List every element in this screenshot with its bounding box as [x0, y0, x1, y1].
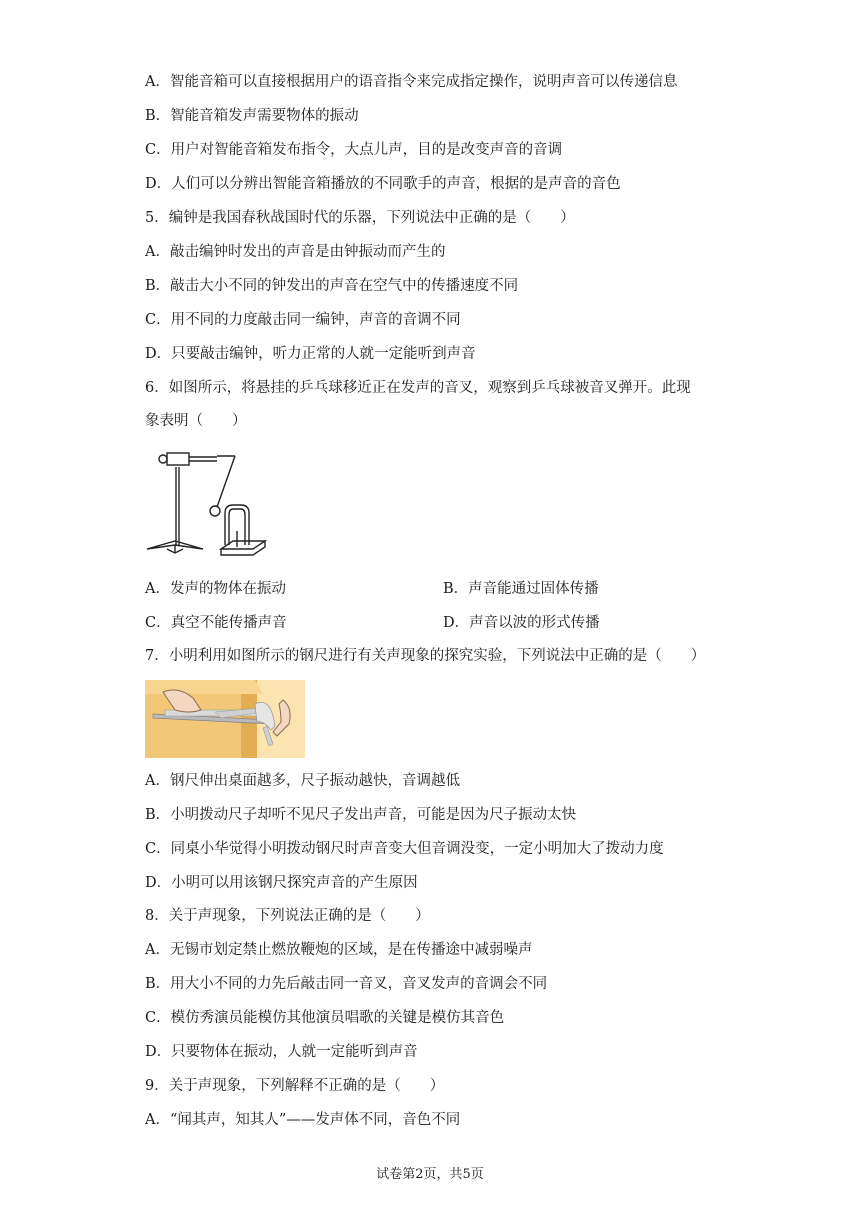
- q6-option-a: A．发声的物体在振动: [145, 581, 286, 597]
- q7-option-c: C．同桌小华觉得小明拨动钢尺时声音变大但音调没变，一定小明加大了拨动力度: [145, 841, 664, 857]
- q9-option-a: A．“闻其声，知其人”——发声体不同，音色不同: [145, 1112, 461, 1128]
- q8-option-c: C．模仿秀演员能模仿其他演员唱歌的关键是模仿其音色: [145, 1010, 505, 1026]
- q6-stem-line1: 6．如图所示，将悬挂的乒乓球移近正在发声的音叉，观察到乒乓球被音叉弹开。此现: [145, 380, 691, 396]
- steel-ruler-figure: [145, 680, 305, 758]
- q7-option-a: A．钢尺伸出桌面越多，尺子振动越快，音调越低: [145, 773, 460, 789]
- q6-option-c: C．真空不能传播声音: [145, 615, 287, 631]
- q4-option-b: B．智能音箱发声需要物体的振动: [145, 108, 359, 124]
- q4-option-d: D．人们可以分辨出智能音箱播放的不同歌手的声音，根据的是声音的音色: [145, 176, 621, 192]
- q5-option-a: A．敲击编钟时发出的声音是由钟振动而产生的: [145, 244, 446, 260]
- q5-option-b: B．敲击大小不同的钟发出的声音在空气中的传播速度不同: [145, 278, 519, 294]
- page-footer: 试卷第2页，共5页: [376, 1167, 484, 1182]
- q6-option-d: D．声音以波的形式传播: [443, 615, 600, 631]
- q4-option-a: A．智能音箱可以直接根据用户的语音指令来完成指定操作，说明声音可以传递信息: [145, 74, 678, 90]
- q4-option-c: C．用户对智能音箱发布指令，大点儿声，目的是改变声音的音调: [145, 142, 563, 158]
- q8-option-a: A．无锡市划定禁止燃放鞭炮的区域，是在传播途中减弱噪声: [145, 942, 533, 958]
- q6-option-b: B．声音能通过固体传播: [443, 581, 599, 597]
- q7-stem: 7．小明利用如图所示的钢尺进行有关声现象的探究实验，下列说法中正确的是（ ）: [145, 648, 706, 664]
- q5-stem: 5．编钟是我国春秋战国时代的乐器，下列说法中正确的是（ ）: [145, 210, 575, 226]
- tuning-fork-figure: [145, 445, 270, 560]
- q8-option-d: D．只要物体在振动，人就一定能听到声音: [145, 1044, 418, 1060]
- q8-stem: 8．关于声现象，下列说法正确的是（ ）: [145, 908, 430, 924]
- q5-option-d: D．只要敲击编钟，听力正常的人就一定能听到声音: [145, 346, 476, 362]
- q9-stem: 9．关于声现象，下列解释不正确的是（ ）: [145, 1078, 445, 1094]
- q5-option-c: C．用不同的力度敲击同一编钟，声音的音调不同: [145, 312, 461, 328]
- q7-option-d: D．小明可以用该钢尺探究声音的产生原因: [145, 875, 418, 891]
- q6-stem-line2: 象表明（ ）: [145, 413, 247, 429]
- q8-option-b: B．用大小不同的力先后敲击同一音叉，音叉发声的音调会不同: [145, 976, 548, 992]
- q7-option-b: B．小明拨动尺子却听不见尺子发出声音，可能是因为尺子振动太快: [145, 807, 577, 823]
